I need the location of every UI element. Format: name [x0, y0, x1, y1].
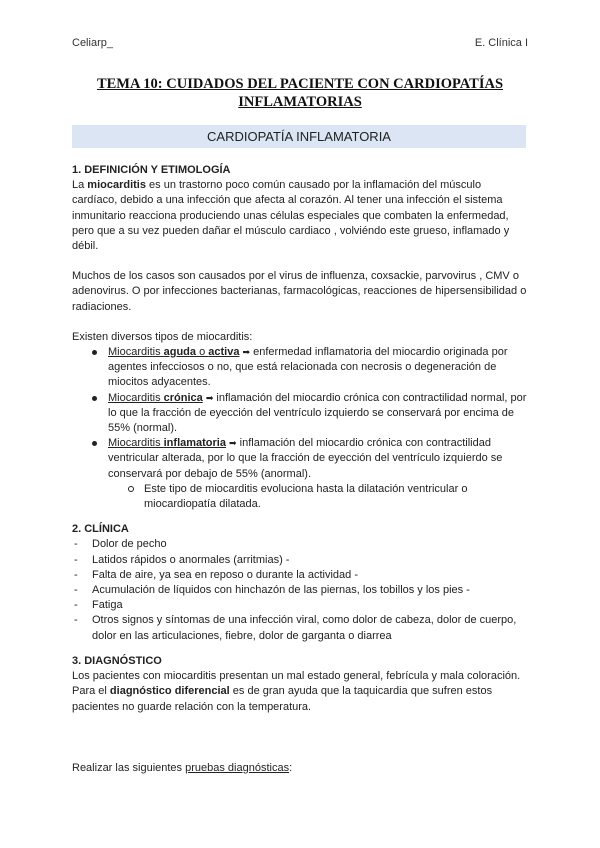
paragraph-diagnostico-2: Para el diagnóstico diferencial es de gran ayuda que la taquicardia que sufren estos pacientes no guarde relación con la temperatura.	[72, 685, 493, 713]
list-item-dilatacion: Este tipo de miocarditis evoluciona hasta la dilatación ventricular o miocardiopatía dilatada.	[144, 482, 528, 512]
header-author: Celiarp_	[72, 37, 113, 49]
arrow-icon: ➡	[205, 392, 214, 403]
title-line-1: TEMA 10: CUIDADOS DEL PACIENTE CON CARDIOPATÍAS	[96, 76, 504, 92]
list-item: - Latidos rápidos o anormales (arritmias) -	[92, 553, 528, 568]
list-item: - Acumulación de líquidos con hinchazón de las piernas, los tobillos y los pies -	[92, 583, 528, 598]
heading-diagnostico: 3. DIAGNÓSTICO	[72, 654, 162, 667]
paragraph-diagnostico-1: Los pacientes con miocarditis presentan un mal estado general, febrícula y mala coloración.	[72, 670, 521, 683]
list-item-aguda: Miocarditis aguda o activa ➡ enfermedad inflamatoria del miocardio originada por agentes infecciosos o no, que está relacionada con necrosis o degeneración de miocitos adyacentes.	[108, 345, 528, 391]
document-title	[72, 75, 528, 111]
paragraph-pruebas: Realizar las siguientes pruebas diagnósticas:	[72, 761, 293, 774]
list-item: - Falta de aire, ya sea en reposo o durante la actividad -	[92, 568, 528, 583]
heading-definicion: 1. DEFINICIÓN Y ETIMOLOGÍA	[72, 164, 231, 176]
list-item: - Otros signos y síntomas de una infección viral, como dolor de cabeza, dolor de cuerpo, dolor en las articulaciones, fiebre, dolor de garganta o diarrea	[92, 613, 528, 643]
paragraph-causas: Muchos de los casos son causados por el virus de influenza, coxsackie, parvovirus , CMV o adenovirus. O por infecciones bacterianas, farmacológicas, reacciones de hipersensibilidad o radiaciones.	[72, 270, 527, 313]
section-banner: CARDIOPATÍA INFLAMATORIA	[72, 125, 526, 148]
list-item-cronica: Miocarditis crónica ➡ inflamación del miocardio crónica con contractilidad normal, por lo que la fracción de eyección del ventrículo izquierdo se conservará por encima de 55% (normal).	[108, 391, 528, 437]
miocarditis-types-list	[72, 345, 528, 512]
heading-clinica: 2. CLÍNICA	[72, 523, 129, 536]
header-subject: E. Clínica I	[474, 37, 528, 49]
paragraph-definicion: La miocarditis es un trastorno poco común causado por la inflamación del músculo cardíaco, debido a una infección que afecta al corazón. Al tener una infección el sistema inmunitario reacciona produciendo unas células especiales que combaten la enfermedad, pero que a su vez pueden dañar el músculo cardiaco , volviéndo este grueso, inflamado y débil.	[72, 179, 510, 253]
pruebas-diagnosticas-link: pruebas diagnósticas	[185, 761, 290, 774]
document-body	[72, 163, 528, 776]
arrow-icon: ➡	[242, 347, 251, 358]
paragraph-tipos-intro: Existen diversos tipos de miocarditis:	[72, 330, 253, 343]
list-item: - Dolor de pecho	[92, 537, 528, 552]
clinica-list	[72, 537, 528, 643]
list-item: - Fatiga	[92, 598, 528, 613]
arrow-icon: ➡	[229, 438, 237, 449]
title-line-2: INFLAMATORIAS	[238, 94, 362, 110]
sub-list	[108, 482, 528, 512]
list-item-inflamatoria: Miocarditis inflamatoria ➡ inflamación del miocardio crónica con contractilidad ventricular alterada, por lo que la fracción de eyección del ventrículo izquierdo se conservará por debajo de 55% (anormal). Este tipo de miocarditis evoluciona hasta la dilatación ventricular o miocardiopatía dilatada.	[108, 436, 528, 512]
